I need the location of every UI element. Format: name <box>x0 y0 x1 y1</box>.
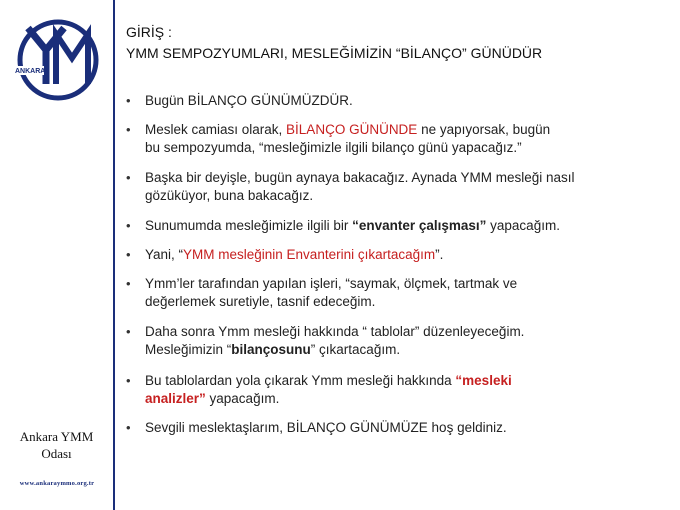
slide-title-line2: YMM SEMPOZYUMLARI, MESLEĞİMİZİN “BİLANÇO” GÜNÜDÜR <box>126 45 543 61</box>
ymm-logo <box>6 14 106 104</box>
bullet-dot-icon: • <box>126 170 131 185</box>
slide-title <box>126 22 678 64</box>
bullet-dot-icon: • <box>126 218 131 233</box>
bullet-dot-icon: • <box>126 373 131 388</box>
bullet-dot-icon: • <box>126 247 131 262</box>
organization-name-line1: Ankara YMM <box>19 429 94 444</box>
website-link[interactable]: www.ankaraymmo.org.tr <box>19 480 95 487</box>
sidebar <box>0 0 115 510</box>
svg-text:ANKARA: ANKARA <box>15 68 46 75</box>
bullet-dot-icon: • <box>126 122 131 137</box>
organization-name <box>0 428 113 462</box>
highlight-text: “mesleki <box>455 373 512 388</box>
bullet-dot-icon: • <box>126 93 131 108</box>
organization-name-line2: Odası <box>41 446 72 461</box>
slide-title-line1: GİRİŞ : <box>126 24 172 40</box>
bullet-dot-icon: • <box>126 276 131 291</box>
highlight-text: YMM mesleğinin Envanterini çıkartacağım <box>183 247 436 262</box>
bullet-dot-icon: • <box>126 324 131 339</box>
highlight-text: analizler” <box>145 391 206 406</box>
emphasis-text: “envanter çalışması” <box>352 218 487 233</box>
emphasis-text: bilançosunu <box>231 342 311 357</box>
highlight-text: BİLANÇO GÜNÜNDE <box>286 122 418 137</box>
bullet-dot-icon: • <box>126 420 131 435</box>
